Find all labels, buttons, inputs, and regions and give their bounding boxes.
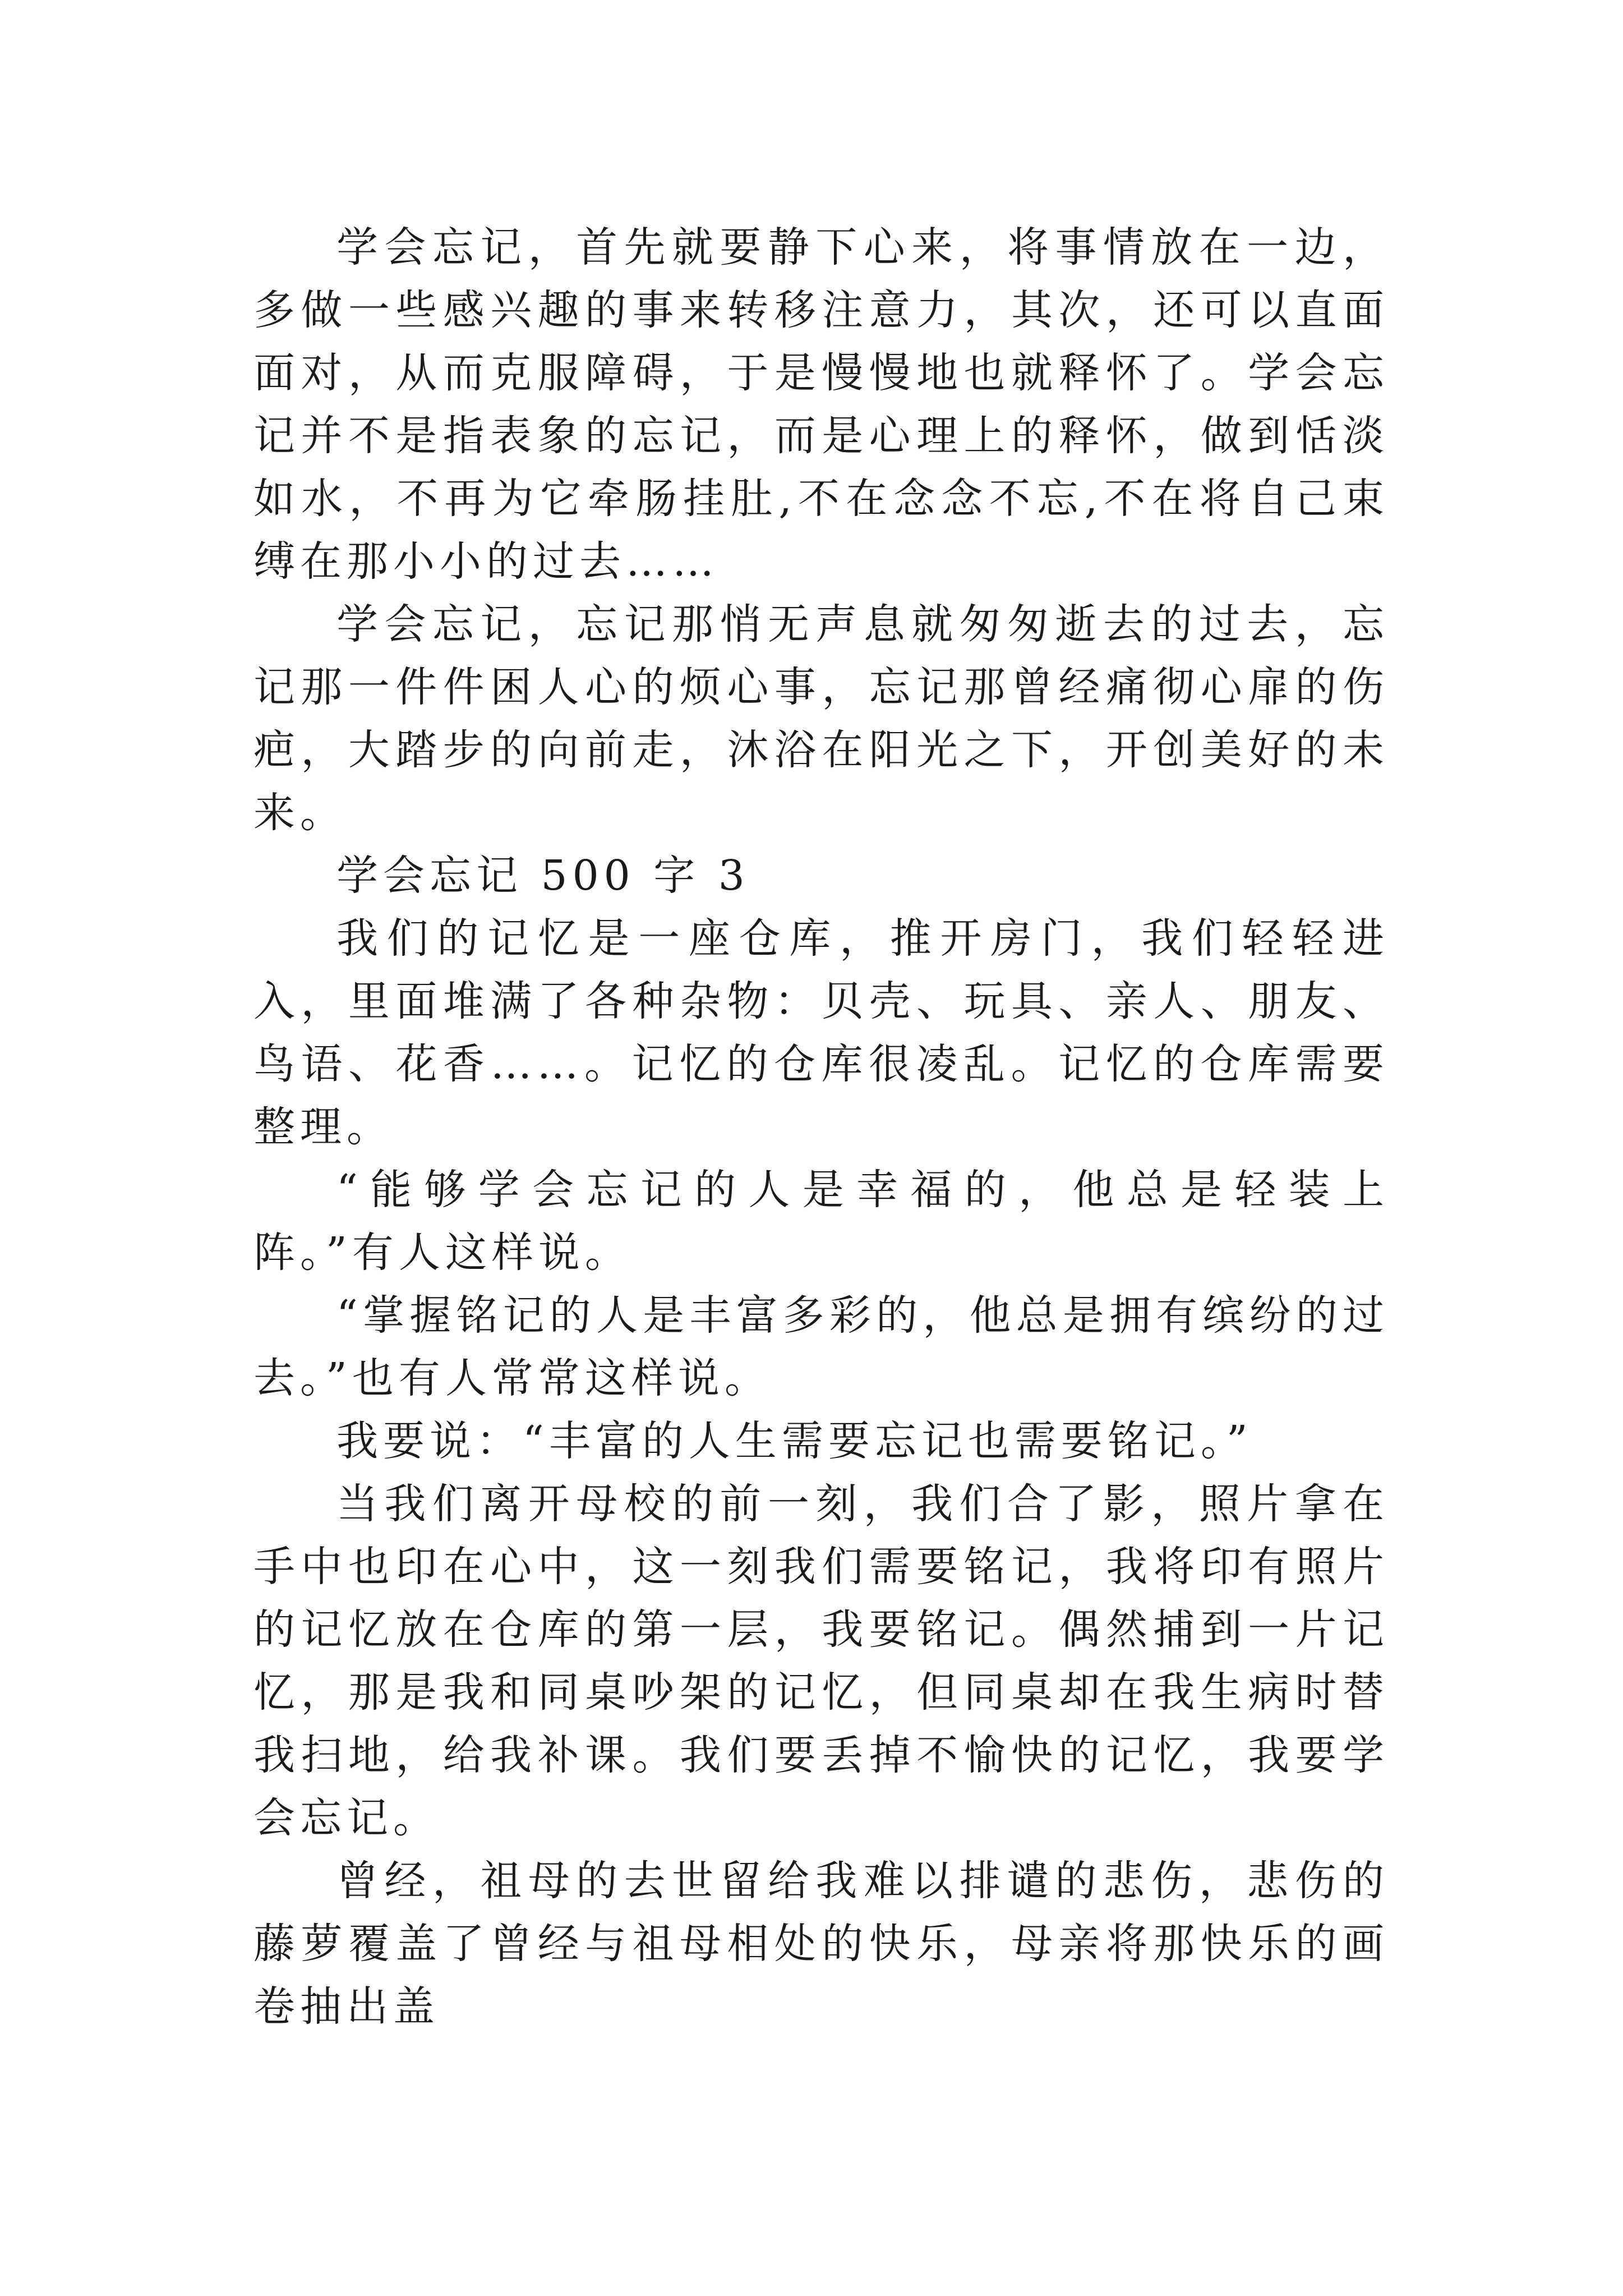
paragraph-how-to-forget: 学会忘记，首先就要静下心来，将事情放在一边，多做一些感兴趣的事来转移注意力，其次，还可以直面面对，从而克服障碍，于是慢慢地也就释怀了。学会忘记并不是指表象的忘记，而是心理上的释怀，做到恬淡如水，不再为它牵肠挂肚,不在念念不忘,不在将自己束缚在那小小的过去…… (253, 223, 1389, 586)
paragraph-grandmother: 曾经，祖母的去世留给我难以排谴的悲伤，悲伤的藤萝覆盖了曾经与祖母相处的快乐，母亲将那快乐的画卷抽出盖 (253, 1857, 1389, 2031)
paragraph-my-view: 我要说：“丰富的人生需要忘记也需要铭记。” (336, 1417, 1253, 1465)
paragraph-quote-forgetting: “能够学会忘记的人是幸福的，他总是轻装上阵。”有人这样说。 (253, 1166, 1389, 1277)
section-heading: 学会忘记 500 字 3 (336, 852, 750, 900)
paragraph-memory-warehouse: 我们的记忆是一座仓库，推开房门，我们轻轻进入，里面堆满了各种杂物：贝壳、玩具、亲人、朋友、鸟语、花香……。记忆的仓库很凌乱。记忆的仓库需要整理。 (253, 914, 1389, 1151)
paragraph-forget-the-past: 学会忘记，忘记那悄无声息就匆匆逝去的过去，忘记那一件件困人心的烦心事，忘记那曾经痛彻心扉的伤疤，大踏步的向前走，沐浴在阳光之下，开创美好的未来。 (253, 600, 1389, 837)
paragraph-leaving-school: 当我们离开母校的前一刻，我们合了影，照片拿在手中也印在心中，这一刻我们需要铭记，我将印有照片的记忆放在仓库的第一层，我要铭记。偶然捕到一片记忆，那是我和同桌吵架的记忆，但同桌却在我生病时替我扫地，给我补课。我们要丢掉不愉快的记忆，我要学会忘记。 (253, 1480, 1389, 1842)
document-body (253, 216, 1389, 2038)
paragraph-quote-remembering: “掌握铭记的人是丰富多彩的，他总是拥有缤纷的过去。”也有人常常这样说。 (253, 1291, 1389, 1402)
